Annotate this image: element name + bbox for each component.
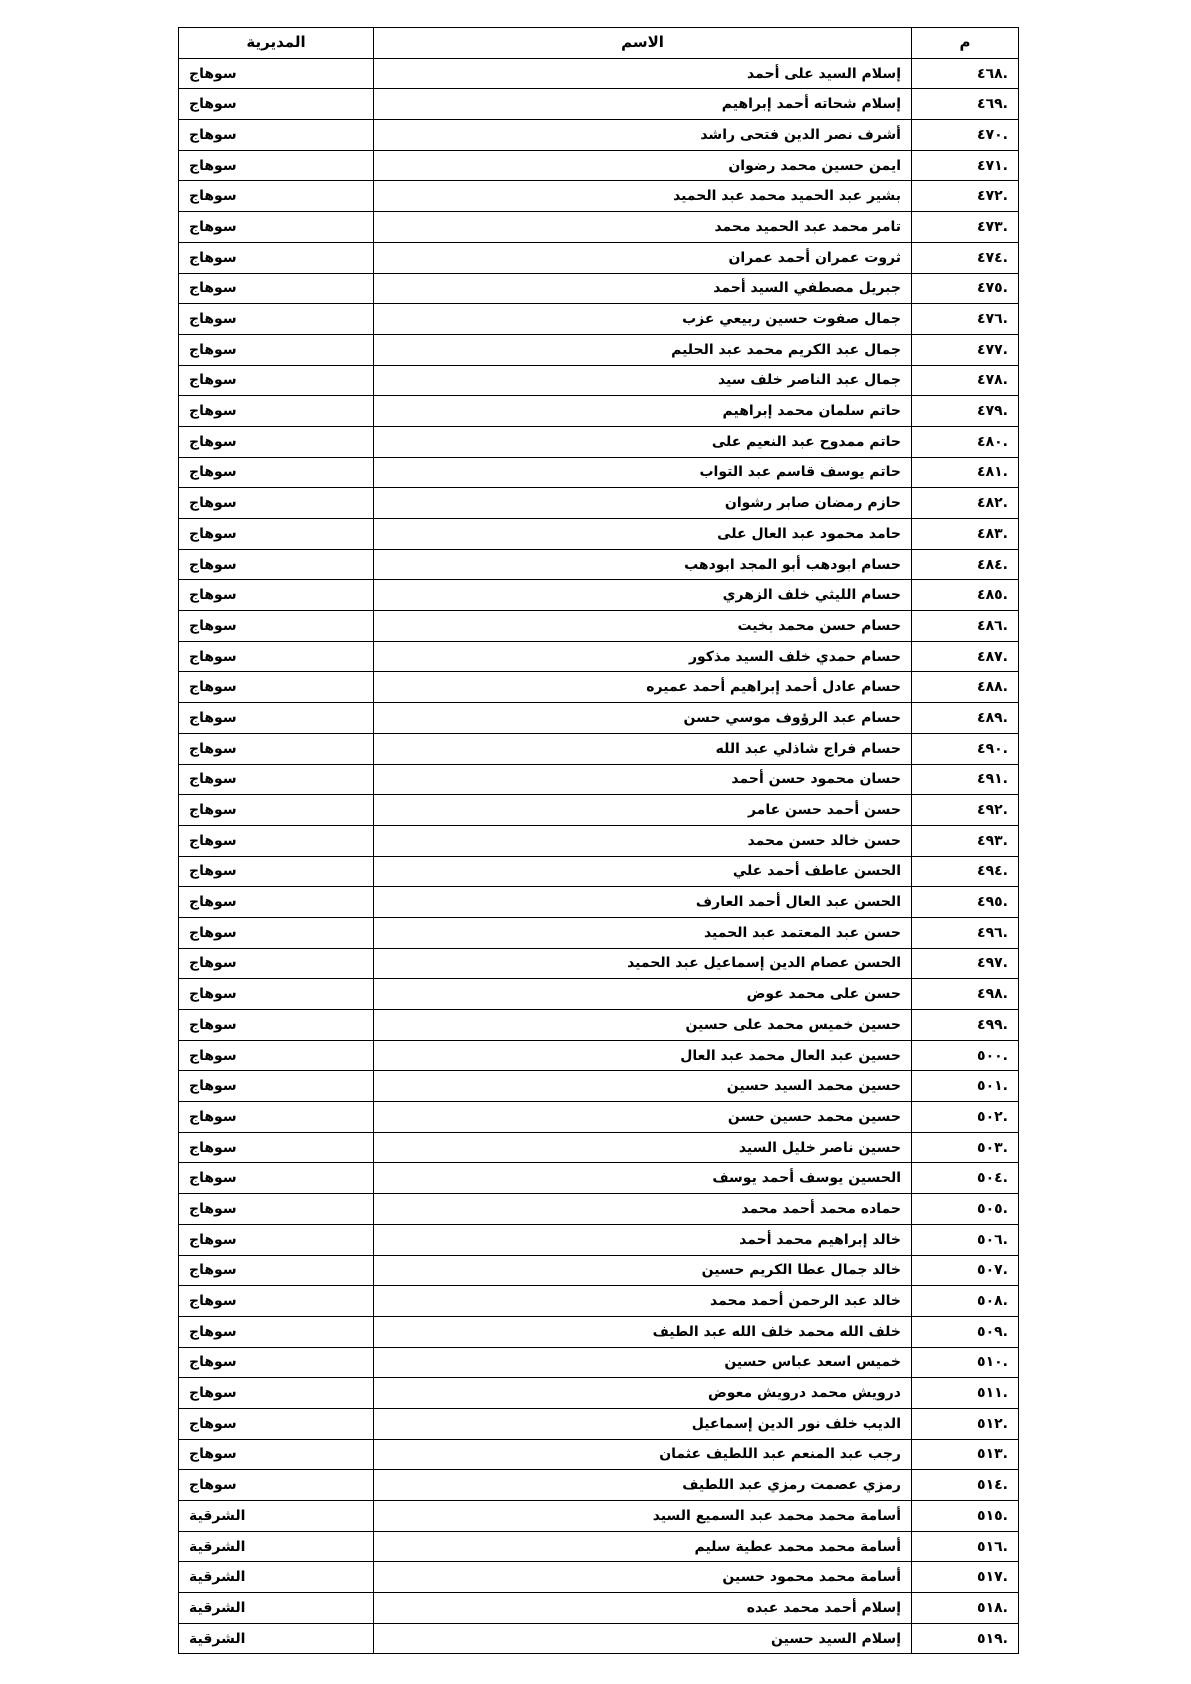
row-number: .٥٠٣ (912, 1132, 1019, 1163)
table-row (179, 1347, 1019, 1378)
header-directorate: المديرية (179, 28, 374, 59)
row-name: الديب خلف نور الدين إسماعيل (374, 1408, 912, 1439)
row-number: .٥٠١ (912, 1071, 1019, 1102)
row-name: خالد عبد الرحمن أحمد محمد (374, 1286, 912, 1317)
row-number: .٥١٧ (912, 1562, 1019, 1593)
row-directorate: سوهاج (179, 181, 374, 212)
row-number: .٤٩٨ (912, 979, 1019, 1010)
table-row (179, 1316, 1019, 1347)
table-row (179, 488, 1019, 519)
table-row (179, 1378, 1019, 1409)
row-name: الحسن عصام الدين إسماعيل عبد الحميد (374, 948, 912, 979)
row-name: حاتم ممدوح عبد النعيم على (374, 426, 912, 457)
row-number: .٤٦٨ (912, 58, 1019, 89)
row-number: .٤٧٠ (912, 120, 1019, 151)
row-directorate: سوهاج (179, 611, 374, 642)
row-number: .٤٧٢ (912, 181, 1019, 212)
table-row (179, 58, 1019, 89)
table-row (179, 1593, 1019, 1624)
row-name: إسلام السيد حسين (374, 1623, 912, 1654)
row-directorate: سوهاج (179, 1286, 374, 1317)
row-number: .٤٧١ (912, 150, 1019, 181)
row-directorate: سوهاج (179, 365, 374, 396)
row-directorate: سوهاج (179, 733, 374, 764)
names-table (178, 27, 1019, 1654)
row-directorate: سوهاج (179, 396, 374, 427)
row-directorate: سوهاج (179, 795, 374, 826)
row-name: خالد إبراهيم محمد أحمد (374, 1224, 912, 1255)
row-number: .٤٩٠ (912, 733, 1019, 764)
row-directorate: سوهاج (179, 703, 374, 734)
row-number: .٥١٣ (912, 1439, 1019, 1470)
table-row (179, 703, 1019, 734)
table-row (179, 856, 1019, 887)
row-number: .٥٠٩ (912, 1316, 1019, 1347)
row-directorate: الشرقية (179, 1531, 374, 1562)
table-row (179, 1010, 1019, 1041)
row-directorate: الشرقية (179, 1623, 374, 1654)
row-number: .٤٧٨ (912, 365, 1019, 396)
row-directorate: سوهاج (179, 825, 374, 856)
table-row (179, 672, 1019, 703)
row-directorate: سوهاج (179, 273, 374, 304)
row-name: إسلام شحاته أحمد إبراهيم (374, 89, 912, 120)
row-directorate: سوهاج (179, 242, 374, 273)
row-directorate: سوهاج (179, 150, 374, 181)
table-row (179, 795, 1019, 826)
row-name: حسين ناصر خليل السيد (374, 1132, 912, 1163)
row-directorate: الشرقية (179, 1593, 374, 1624)
row-number: .٤٦٩ (912, 89, 1019, 120)
table-row (179, 212, 1019, 243)
row-directorate: سوهاج (179, 212, 374, 243)
row-directorate: سوهاج (179, 580, 374, 611)
row-name: جمال عبد الكريم محمد عبد الحليم (374, 334, 912, 365)
row-number: .٤٨٧ (912, 641, 1019, 672)
table-row (179, 580, 1019, 611)
row-name: حسين محمد السيد حسين (374, 1071, 912, 1102)
row-directorate: سوهاج (179, 1224, 374, 1255)
row-name: جبريل مصطفي السيد أحمد (374, 273, 912, 304)
row-name: حسين عبد العال محمد عبد العال (374, 1040, 912, 1071)
row-name: حسام عادل أحمد إبراهيم أحمد عميره (374, 672, 912, 703)
row-number: .٤٩٩ (912, 1010, 1019, 1041)
row-name: حسن عبد المعتمد عبد الحميد (374, 917, 912, 948)
table-row (179, 1194, 1019, 1225)
row-name: ايمن حسين محمد رضوان (374, 150, 912, 181)
table-row (179, 1408, 1019, 1439)
row-directorate: سوهاج (179, 948, 374, 979)
row-number: .٤٨٦ (912, 611, 1019, 642)
row-directorate: سوهاج (179, 764, 374, 795)
row-directorate: سوهاج (179, 1163, 374, 1194)
table-row (179, 1439, 1019, 1470)
table-row (179, 764, 1019, 795)
table-row (179, 273, 1019, 304)
row-number: .٥٠٧ (912, 1255, 1019, 1286)
row-name: جمال صفوت حسين ربيعي عزب (374, 304, 912, 335)
row-name: إسلام السيد على أحمد (374, 58, 912, 89)
table-row (179, 917, 1019, 948)
table-row (179, 1071, 1019, 1102)
row-number: .٤٧٦ (912, 304, 1019, 335)
row-name: درويش محمد درويش معوض (374, 1378, 912, 1409)
table-row (179, 979, 1019, 1010)
row-name: أسامة محمد محمود حسين (374, 1562, 912, 1593)
row-name: حازم رمضان صابر رشوان (374, 488, 912, 519)
row-number: .٥٠٦ (912, 1224, 1019, 1255)
table-row (179, 181, 1019, 212)
table-row (179, 89, 1019, 120)
table-header-row (179, 28, 1019, 59)
row-name: حاتم سلمان محمد إبراهيم (374, 396, 912, 427)
row-name: حسان محمود حسن أحمد (374, 764, 912, 795)
table-row (179, 641, 1019, 672)
row-directorate: سوهاج (179, 457, 374, 488)
row-directorate: سوهاج (179, 1439, 374, 1470)
row-directorate: سوهاج (179, 426, 374, 457)
row-number: .٥١٢ (912, 1408, 1019, 1439)
row-directorate: سوهاج (179, 641, 374, 672)
table-row (179, 1040, 1019, 1071)
row-number: .٤٨٨ (912, 672, 1019, 703)
table-row (179, 825, 1019, 856)
table-row (179, 611, 1019, 642)
row-name: حسن على محمد عوض (374, 979, 912, 1010)
row-number: .٤٩٥ (912, 887, 1019, 918)
row-directorate: سوهاج (179, 1102, 374, 1133)
row-name: حسام عبد الرؤوف موسي حسن (374, 703, 912, 734)
header-name: الاسم (374, 28, 912, 59)
table-row (179, 887, 1019, 918)
row-number: .٥١٤ (912, 1470, 1019, 1501)
row-directorate: سوهاج (179, 1347, 374, 1378)
table-row (179, 396, 1019, 427)
row-name: تامر محمد عبد الحميد محمد (374, 212, 912, 243)
row-number: .٥١١ (912, 1378, 1019, 1409)
row-directorate: سوهاج (179, 1040, 374, 1071)
row-name: رجب عبد المنعم عبد اللطيف عثمان (374, 1439, 912, 1470)
row-directorate: سوهاج (179, 1010, 374, 1041)
row-directorate: الشرقية (179, 1562, 374, 1593)
row-name: إسلام أحمد محمد عبده (374, 1593, 912, 1624)
row-directorate: سوهاج (179, 917, 374, 948)
row-directorate: سوهاج (179, 887, 374, 918)
row-name: حسين محمد حسين حسن (374, 1102, 912, 1133)
row-number: .٤٩٧ (912, 948, 1019, 979)
row-directorate: سوهاج (179, 519, 374, 550)
row-number: .٥٠٠ (912, 1040, 1019, 1071)
table-row (179, 519, 1019, 550)
row-name: الحسن عبد العال أحمد العارف (374, 887, 912, 918)
row-name: حاتم يوسف قاسم عبد التواب (374, 457, 912, 488)
table-row (179, 733, 1019, 764)
row-name: الحسين يوسف أحمد يوسف (374, 1163, 912, 1194)
row-directorate: سوهاج (179, 1470, 374, 1501)
row-name: حماده محمد أحمد محمد (374, 1194, 912, 1225)
row-name: حسام فراج شاذلي عبد الله (374, 733, 912, 764)
row-directorate: سوهاج (179, 549, 374, 580)
table-row (179, 457, 1019, 488)
table-row (179, 304, 1019, 335)
row-number: .٤٩٢ (912, 795, 1019, 826)
row-directorate: سوهاج (179, 304, 374, 335)
row-directorate: سوهاج (179, 1408, 374, 1439)
table-row (179, 1501, 1019, 1532)
table-row (179, 426, 1019, 457)
row-name: حسن أحمد حسن عامر (374, 795, 912, 826)
row-number: .٤٨٣ (912, 519, 1019, 550)
document-page (178, 27, 1018, 1654)
row-number: .٥٠٥ (912, 1194, 1019, 1225)
row-name: أشرف نصر الدين فتحى راشد (374, 120, 912, 151)
row-number: .٥٠٢ (912, 1102, 1019, 1133)
table-row (179, 365, 1019, 396)
table-row (179, 1102, 1019, 1133)
table-row (179, 1531, 1019, 1562)
row-directorate: سوهاج (179, 1378, 374, 1409)
row-name: الحسن عاطف أحمد علي (374, 856, 912, 887)
row-directorate: سوهاج (179, 1194, 374, 1225)
row-name: خالد جمال عطا الكريم حسين (374, 1255, 912, 1286)
row-directorate: سوهاج (179, 1071, 374, 1102)
row-name: حسين خميس محمد على حسين (374, 1010, 912, 1041)
row-number: .٥٠٨ (912, 1286, 1019, 1317)
table-row (179, 1255, 1019, 1286)
row-name: حسام ابودهب أبو المجد ابودهب (374, 549, 912, 580)
row-name: جمال عبد الناصر خلف سيد (374, 365, 912, 396)
row-name: رمزي عصمت رمزي عبد اللطيف (374, 1470, 912, 1501)
row-directorate: سوهاج (179, 89, 374, 120)
row-number: .٤٨٩ (912, 703, 1019, 734)
row-number: .٤٨٢ (912, 488, 1019, 519)
row-directorate: سوهاج (179, 488, 374, 519)
header-number: م (912, 28, 1019, 59)
row-number: .٤٨٠ (912, 426, 1019, 457)
row-number: .٤٨٥ (912, 580, 1019, 611)
row-number: .٤٩١ (912, 764, 1019, 795)
row-name: حسن خالد حسن محمد (374, 825, 912, 856)
row-number: .٤٧٧ (912, 334, 1019, 365)
row-directorate: سوهاج (179, 672, 374, 703)
table-row (179, 150, 1019, 181)
row-number: .٤٧٣ (912, 212, 1019, 243)
row-name: خلف الله محمد خلف الله عبد الطيف (374, 1316, 912, 1347)
row-name: ثروت عمران أحمد عمران (374, 242, 912, 273)
row-directorate: سوهاج (179, 120, 374, 151)
table-row (179, 1224, 1019, 1255)
row-directorate: سوهاج (179, 1255, 374, 1286)
row-number: .٥١٨ (912, 1593, 1019, 1624)
table-row (179, 948, 1019, 979)
row-number: .٥١٠ (912, 1347, 1019, 1378)
row-name: خميس اسعد عباس حسين (374, 1347, 912, 1378)
row-number: .٤٧٥ (912, 273, 1019, 304)
row-directorate: الشرقية (179, 1501, 374, 1532)
row-name: حسام حسن محمد بخيت (374, 611, 912, 642)
table-row (179, 1286, 1019, 1317)
table-row (179, 1562, 1019, 1593)
row-name: أسامة محمد محمد عبد السميع السيد (374, 1501, 912, 1532)
row-number: .٤٩٦ (912, 917, 1019, 948)
table-row (179, 1132, 1019, 1163)
row-number: .٥١٩ (912, 1623, 1019, 1654)
table-row (179, 1163, 1019, 1194)
row-number: .٤٧٩ (912, 396, 1019, 427)
row-number: .٥١٥ (912, 1501, 1019, 1532)
row-number: .٥٠٤ (912, 1163, 1019, 1194)
row-number: .٤٩٤ (912, 856, 1019, 887)
row-directorate: سوهاج (179, 856, 374, 887)
row-number: .٤٩٣ (912, 825, 1019, 856)
row-directorate: سوهاج (179, 334, 374, 365)
row-name: حامد محمود عبد العال على (374, 519, 912, 550)
row-number: .٥١٦ (912, 1531, 1019, 1562)
table-row (179, 120, 1019, 151)
row-name: أسامة محمد محمد عطية سليم (374, 1531, 912, 1562)
row-directorate: سوهاج (179, 58, 374, 89)
row-directorate: سوهاج (179, 1316, 374, 1347)
row-directorate: سوهاج (179, 1132, 374, 1163)
row-number: .٤٨٤ (912, 549, 1019, 580)
table-row (179, 334, 1019, 365)
table-row (179, 1470, 1019, 1501)
row-number: .٤٨١ (912, 457, 1019, 488)
table-body (179, 58, 1019, 1654)
row-name: حسام حمدي خلف السيد مذكور (374, 641, 912, 672)
row-number: .٤٧٤ (912, 242, 1019, 273)
table-row (179, 549, 1019, 580)
row-directorate: سوهاج (179, 979, 374, 1010)
row-name: بشير عبد الحميد محمد عبد الحميد (374, 181, 912, 212)
row-name: حسام الليثي خلف الزهري (374, 580, 912, 611)
table-row (179, 242, 1019, 273)
table-row (179, 1623, 1019, 1654)
